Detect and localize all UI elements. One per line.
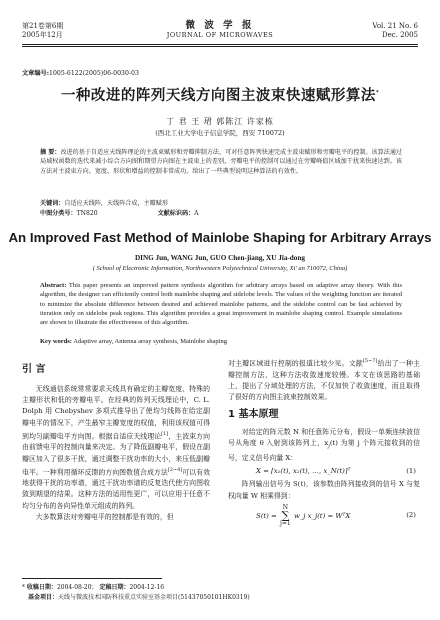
keywords-cn-text: 自适应天线阵，天线阵合成，主瓣赋形 — [64, 200, 168, 207]
classification-cn — [40, 209, 402, 218]
right-p1-text-a: 对主瓣区域进行控制的报道比较少见。文献 — [228, 359, 363, 368]
date-en: Dec. 2005 — [382, 31, 418, 39]
affiliation-en: ( School of Electronic Information, Northwestern Polytechnical University, Xi' an 710072, China) — [92, 265, 348, 272]
abstract-cn — [40, 148, 402, 176]
right-paragraph-3: 阵列输出信号为 S(t)，该参数由阵列接收到的信号 X 与复权向量 W 相乘得到： — [228, 480, 420, 500]
right-p2-text-b: (t) 为第 j 个阵元接收到的信号，定义信号向量 X： — [228, 439, 421, 462]
title-en: An Improved Fast Method of Mainlobe Shaping for Arbitrary Arrays — [8, 230, 432, 245]
journal-name-en: JOURNAL OF MICROWAVES — [166, 31, 274, 39]
abstract-cn-text: 改进的基于自适应天线阵理论的主波束赋形和旁瓣抑制方法，可对任意阵列快速完成主波束赋形和旁瓣电平的控制。该算法通过局域权函数的迭代来减小综合方向图和期望方向图在主波束上的差别，旁瓣电平的控制可以通过在旁瓣峰值区域加干扰来快速达到。该方法对主波束方向、宽度、形状和增益的控制非常成功。给出了一些典型说明这种算法的有效性。 — [40, 149, 403, 175]
fund-text: 天线与微波技术国防科技重点实验室基金项目(51437050101HK0319) — [58, 594, 250, 601]
keywords-cn-label: 关键词： — [40, 200, 65, 207]
footnote-dates — [22, 583, 418, 592]
right-p1-text-b: 给出了一种主瓣控制方法，这种方法收敛速度较慢。本文在该思路的基础上，提出了分域处理的方法，不仅加快了收敛速度，而且取得了很好的方向图主波束控制效果。 — [228, 359, 421, 401]
right-paragraph-1 — [228, 356, 420, 403]
abstract-cn-label: 摘 要： — [40, 149, 61, 156]
clc-label: 中图分类号： — [40, 210, 77, 217]
title-footnote-mark: * — [375, 90, 380, 97]
affiliation-cn: (西北工业大学电子信息学院，西安 710072) — [155, 129, 285, 137]
doc-code-value: A — [194, 210, 199, 217]
header-rule-bottom — [22, 46, 418, 47]
article-id — [22, 68, 139, 77]
footnote-mark: * — [22, 584, 25, 591]
doc-code-label: 文献标识码： — [157, 210, 195, 217]
keywords-en-text: Adaptive array, Antenna array synthesis, Mainlobe shaping — [73, 338, 227, 345]
sum-upper-limit: N — [282, 503, 289, 511]
abstract-en-label: Abstract: — [40, 282, 67, 289]
received-label: 收稿日期： — [26, 584, 57, 591]
right-p2-text-a: 对给定的阵元数 N 和任意阵元分布，假设一单频连续波信号从角度 θ 入射到该阵列上，x — [228, 428, 420, 448]
abstract-en-text: This paper presents an improved pattern synthesis algorithm for arbitrary arrays based on adaptive array theory. With this algorithm, the designer can efficiently control both mainlobe shaping and sidelobe levels. The values of the weighting function are iterated to minimize the absolute difference between desired and achieved mainlobe patterns, and the sidelobe control can be fast achieved by iteration only on sidelobe peak regions. This algorithm provides a great improvement in mainlobe shaping control. Example simulations are shown to illustrate the effectiveness of this algorithm. — [40, 282, 402, 327]
revised-label: 定稿日期： — [99, 584, 130, 591]
intro-p1-text-a: 无线通信系统常常要求天线具有确定的主瓣宽度、特殊的主瓣形状和低的旁瓣电平。在经典的阵列天线理论中，C. L. Dolph 用 Chebyshev 多项式推导出了使均匀线阵在给定副瓣电平的情况下，产生最窄主瓣宽度的权值，利用该权值可得到均匀副瓣电平方向图。根据自适应天线理论 — [22, 385, 210, 441]
authors-cn: 丁 君 王 珺 郭陈江 许家栋 — [166, 117, 274, 126]
equation-1-body: X = [x₁(t), x₂(t), …, x_N(t)]ᵀ — [256, 467, 351, 476]
intro-paragraph-1 — [22, 384, 210, 512]
equation-2-number: (2) — [406, 511, 416, 520]
equation-1 — [228, 464, 420, 479]
footnote-fund — [28, 593, 424, 602]
equation-2-lhs: S(t) = — [256, 511, 277, 520]
equation-2-rhs: w_j x_j(t) = WᵀX — [293, 511, 351, 520]
article-id-label: 文章编号: — [22, 70, 50, 77]
intro-p1-text-b: ，主波束方向由前馈电平的控制向量来决定。为了降低副瓣电平，假设在副瓣区加入了很多干扰，通过调整干扰功率的大小，来压低副瓣电平。一种利用循环反馈的方向图数值合成方法 — [22, 432, 211, 477]
title-cn — [0, 84, 440, 105]
header-rule-top — [22, 44, 418, 45]
keywords-cn — [40, 199, 402, 208]
received-date: 2004-08-20； — [56, 584, 98, 591]
volume-issue-en: Vol. 21 No. 6 — [372, 22, 418, 30]
clc-value: TN820 — [76, 210, 98, 217]
body-column-left — [22, 356, 210, 523]
body-column-right — [228, 356, 420, 530]
fund-label: 基金项目： — [28, 594, 59, 601]
authors-en: DING Jun, WANG Jun, GUO Chen-jiang, XU Jia-dong — [134, 254, 305, 262]
footnote-rule — [22, 578, 162, 579]
equation-1-number: (1) — [406, 467, 416, 476]
revised-date: 2004-12-16 — [129, 584, 165, 591]
intro-heading: 引 言 — [22, 364, 46, 375]
date-cn: 2005年12月 — [22, 31, 63, 39]
title-cn-text: 一种改进的阵列天线方向图主波束快速赋形算法 — [60, 88, 376, 104]
article-id-value: 1005-6122(2005)06-0030-03 — [49, 70, 139, 77]
right-ref[interactable]: [5~7] — [362, 358, 378, 364]
equation-2 — [228, 502, 420, 530]
sum-lower-limit: j=1 — [280, 519, 291, 527]
abstract-en — [40, 281, 402, 327]
keywords-en-label: Key words: — [40, 338, 72, 345]
intro-ref-2[interactable]: [2~4] — [167, 466, 183, 473]
intro-p1-text-c: 可以有效地获得干扰的功率谱，通过干扰功率谱的反复迭代使方向图收敛到期望的结果。这种方法的适用性更广，可以应用于任意不均匀分布的各向异性单元组成的阵列。 — [22, 468, 211, 510]
keywords-en — [40, 337, 402, 346]
intro-paragraph-2: 大多数算法对旁瓣电平的控制都是有效的，但 — [35, 512, 174, 521]
summation-symbol: N ∑ j=1 — [280, 503, 291, 527]
intro-ref-1[interactable]: [1] — [161, 430, 169, 437]
running-header-right — [372, 22, 418, 40]
volume-issue-cn: 第21卷第6期 — [22, 22, 64, 30]
right-paragraph-2: 对给定的阵元数 N 和任意阵元分布，假设一单频连续波信号从角度 θ 入射到该阵列上，$x_j(t)$ 为第 j 个阵元接收到的信号，定义信号向量 X： — [228, 428, 421, 462]
section-1-heading: 1 基本原理 — [228, 409, 279, 421]
journal-name-cn: 微 波 学 报 — [185, 20, 255, 31]
